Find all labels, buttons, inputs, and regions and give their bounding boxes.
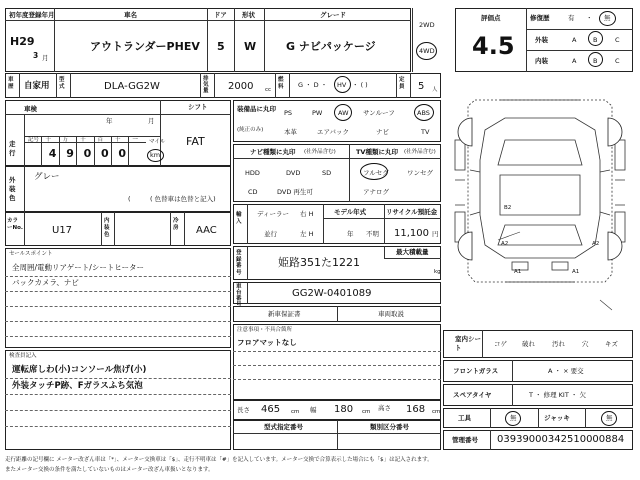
- model-designation-label: 型式指定番号: [264, 423, 303, 431]
- first-reg-month-unit: 月: [42, 54, 49, 62]
- damage-code: A2: [501, 241, 509, 247]
- vline: [482, 330, 483, 358]
- fuel-other: ・ ( ): [352, 81, 368, 89]
- usage-label: 車歴: [8, 77, 14, 90]
- new-warranty-label: 新車保証書: [268, 310, 301, 318]
- model-year-unit: 年: [347, 230, 354, 238]
- model-label: 車名: [124, 11, 137, 19]
- max-load-label: 最大積載量: [396, 248, 429, 256]
- plate-value: 姫路351た1221: [278, 256, 360, 269]
- displacement-label: 排気量: [203, 76, 209, 94]
- model-year-unknown: 不明: [366, 230, 379, 238]
- mileage-label: 走行: [9, 140, 16, 157]
- sales-point-line: バックカメラ、ナビ: [12, 278, 79, 287]
- equip-aw: AW: [338, 109, 349, 117]
- tv-note: (社外品含む): [404, 149, 436, 155]
- front-glass-values: A ・ × 要交: [548, 367, 584, 375]
- mileage-col-header: 一: [132, 136, 138, 143]
- recycle-unit: 円: [432, 230, 439, 238]
- import-label: 輸入: [236, 212, 242, 225]
- damage-code: A1: [572, 269, 580, 275]
- exterior-grade-c: C: [615, 36, 620, 44]
- notes-line: フロアマットなし: [237, 338, 297, 347]
- vline: [512, 360, 513, 382]
- fuel-options: G ・ D ・: [298, 81, 328, 89]
- mileage-col-header: 記号: [28, 136, 40, 143]
- navi-dvd-play: DVD 再生可: [277, 188, 313, 196]
- mileage-digit: 0: [118, 147, 127, 160]
- damage-code: A1: [514, 269, 522, 275]
- chassis-value: GG2W-0401089: [292, 288, 372, 299]
- tv-fullseg: フルセグ: [363, 169, 389, 177]
- import-left: 左 H: [300, 230, 314, 238]
- interior-label: 内装: [535, 57, 548, 65]
- repair-dot: ・: [586, 14, 593, 22]
- import-dealer: ディーラー: [257, 210, 289, 218]
- exterior-grade-a: A: [572, 36, 577, 44]
- tv-analog: アナログ: [363, 188, 389, 196]
- equip-ps: PS: [284, 109, 293, 117]
- mileage-digit: 0: [83, 147, 92, 160]
- interior-seat-label: 室内シート: [455, 335, 481, 352]
- evaluation-score: 4.5: [472, 32, 515, 60]
- first-reg-year: H29: [10, 35, 35, 48]
- mileage-col-header: 百: [97, 136, 104, 143]
- tv-oneseg: ワンセグ: [407, 169, 433, 177]
- grade-label: グレード: [320, 11, 346, 19]
- shape-value: W: [244, 40, 257, 53]
- mileage-col-header: 十: [115, 136, 121, 143]
- height-unit: cm: [432, 409, 441, 415]
- drive-2wd: 2WD: [419, 21, 435, 29]
- doors-label: ドア: [214, 11, 227, 19]
- drive-4wd: 4WD: [419, 47, 435, 55]
- seat-item: 破れ: [522, 340, 535, 348]
- import-right: 右 H: [300, 210, 314, 218]
- inspector-line: 運転席しわ(小)コンソール焦げ(小): [12, 365, 147, 375]
- mgmt-value: 03939000342510000884: [497, 434, 625, 445]
- exterior-label: 外装: [535, 36, 548, 44]
- color-label: 外装色: [9, 176, 16, 202]
- inspector-label: 検査員記入: [9, 353, 37, 359]
- int-color-label: 内装色: [104, 218, 110, 238]
- inspection-label: 車検: [24, 105, 37, 113]
- recycle-label: リサイクル預託金: [386, 208, 438, 216]
- equip-tv: TV: [421, 128, 430, 136]
- jack-label: ジャッキ: [544, 414, 570, 422]
- height-value: 168: [406, 404, 426, 415]
- equip-leather: 本革: [284, 128, 297, 136]
- evaluation-label: 評価点: [481, 14, 501, 22]
- mileage-col-header: 万: [62, 136, 69, 143]
- spare-tire-label: スペアタイヤ: [453, 391, 492, 399]
- max-load-unit: kg: [434, 269, 441, 275]
- sales-point-line: 全周囲/電動リアゲート/シートヒーター: [12, 263, 145, 272]
- recycle-value: 11,100: [394, 228, 429, 239]
- aircon-label: 冷房: [173, 218, 179, 231]
- vline: [490, 408, 491, 428]
- damage-code: B2: [504, 205, 512, 211]
- sales-points-label: セールスポイント: [9, 251, 53, 257]
- jack-value: 無: [606, 414, 613, 422]
- mileage-digit: 9: [66, 147, 74, 160]
- width-value: 180: [334, 404, 354, 415]
- capacity-label: 定員: [399, 77, 405, 90]
- height-label: 高さ: [378, 404, 391, 412]
- type-value: DLA-GG2W: [104, 81, 160, 92]
- navi-sd: SD: [322, 169, 332, 177]
- seat-item: 汚れ: [552, 340, 565, 348]
- equip-airbag: エアバック: [317, 128, 349, 136]
- exterior-grade-b: B: [593, 36, 598, 44]
- vline: [585, 408, 586, 428]
- aircon-value: AAC: [196, 225, 217, 236]
- equip-navi: ナビ: [376, 128, 389, 136]
- chassis-label: 車台番号: [236, 284, 242, 308]
- tools-value: 無: [510, 414, 517, 422]
- repair-no: 無: [604, 14, 611, 22]
- front-glass-label: フロントガラス: [453, 367, 499, 375]
- mileage-unit-km: km: [150, 151, 161, 159]
- vline: [490, 430, 491, 450]
- interior-grade-b: B: [593, 57, 598, 65]
- navi-note: (社外品含む): [304, 149, 336, 155]
- displacement-value: 2000: [228, 81, 254, 92]
- width-unit: cm: [362, 409, 371, 415]
- mgmt-label: 管理番号: [452, 436, 478, 444]
- equip-abs: ABS: [417, 109, 430, 117]
- shift-label: シフト: [188, 103, 208, 111]
- length-unit: cm: [291, 409, 300, 415]
- inspection-month-unit: 月: [148, 117, 155, 125]
- navi-label: ナビ種類に丸印: [250, 148, 296, 156]
- equip-pw: PW: [312, 109, 323, 117]
- inspector-line: 外装タッチP跡、Fガラスふち気泡: [12, 381, 143, 391]
- mileage-col-header: 十: [45, 136, 51, 143]
- color-paren: (: [128, 195, 131, 203]
- color-no-value: U17: [52, 225, 73, 236]
- vline: [538, 408, 539, 428]
- first-reg-month: 3: [33, 51, 39, 60]
- damage-code: A2: [592, 241, 600, 247]
- mileage-digit: 4: [48, 147, 57, 160]
- length-label: 長さ: [237, 406, 250, 414]
- grade-value: G ナビパッケージ: [286, 40, 376, 53]
- displacement-unit: cc: [265, 87, 272, 93]
- model-value: アウトランダーPHEV: [90, 40, 200, 53]
- interior-grade-a: A: [572, 57, 577, 65]
- inspection-year-unit: 年: [106, 117, 113, 125]
- notes-label: 注意事項・不具合箇所: [237, 327, 293, 333]
- navi-dvd: DVD: [286, 169, 301, 177]
- fuel-hv: HV: [337, 81, 347, 89]
- doors-value: 5: [217, 40, 225, 53]
- seat-item: コゲ: [494, 340, 507, 348]
- capacity-value: 5: [418, 81, 425, 92]
- model-year-label: モデル年式: [334, 208, 367, 216]
- width-label: 幅: [310, 406, 317, 414]
- repair-label: 修復歴: [530, 14, 550, 22]
- interior-grade-c: C: [615, 57, 620, 65]
- equipment-label: 装備品に丸印: [237, 105, 276, 113]
- tv-label: TV種類に丸印: [356, 148, 398, 156]
- shape-label: 形状: [242, 11, 255, 19]
- repair-yes: 有: [568, 14, 575, 22]
- color-no-label: カラーNo.: [7, 218, 23, 231]
- shift-value: FAT: [186, 135, 205, 148]
- fuel-label: 燃料: [278, 77, 284, 90]
- color-note: ( 色替車は色替と記入): [150, 195, 216, 203]
- equip-sunroof: サンルーフ: [363, 109, 395, 117]
- import-parallel: 並行: [264, 230, 277, 238]
- seat-item: 穴: [582, 340, 589, 348]
- equipment-sub: (純正のみ): [237, 127, 264, 133]
- type-label: 型式: [59, 77, 65, 90]
- tools-label: 工具: [458, 414, 471, 422]
- first-reg-label: 初年度登録年月: [9, 11, 55, 19]
- navi-hdd: HDD: [245, 169, 260, 177]
- vline: [512, 384, 513, 406]
- manual-label: 車両取説: [378, 310, 404, 318]
- capacity-unit: 人: [432, 87, 438, 93]
- category-label: 類別区分番号: [370, 423, 409, 431]
- usage-value: 自家用: [24, 81, 50, 91]
- mileage-col-header: 千: [80, 136, 86, 143]
- footer-line: またメーター交換の条件を満たしていないものはメーター改ざん車扱いとなります。: [5, 467, 214, 473]
- plate-label: 登録番号: [236, 250, 242, 276]
- footer-line: 走行距離の記号欄に メーター改ざん車は「*」、メーター交換車は「$」、走行不明車は「#」を記入しています。メーター交換で合算表示した場合にも「$」は記入されます。: [5, 457, 433, 463]
- navi-cd: CD: [248, 188, 258, 196]
- mileage-digit: 0: [101, 147, 109, 160]
- seat-item: キズ: [605, 340, 618, 348]
- spare-tire-values: T ・ 修理 KIT ・ 欠: [529, 391, 586, 399]
- color-value: グレー: [34, 172, 60, 182]
- mileage-unit-mile: マイル: [149, 139, 166, 145]
- length-value: 465: [261, 404, 281, 415]
